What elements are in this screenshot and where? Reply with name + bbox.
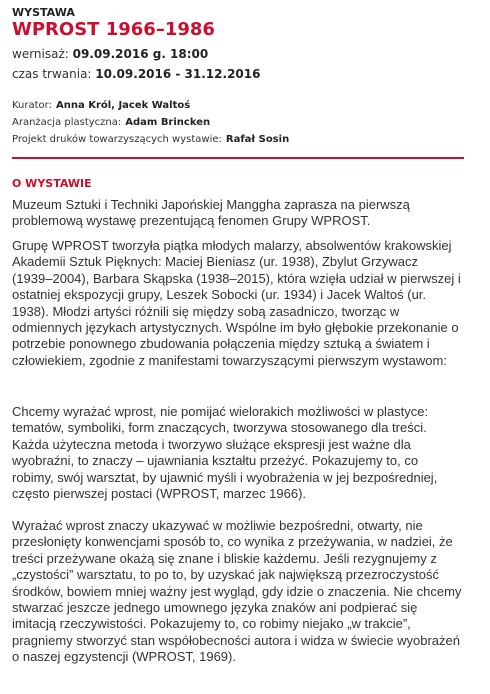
duration-value: 10.09.2016 - 31.12.2016 [95, 67, 261, 81]
credit-value: Rafał Sosin [225, 134, 290, 145]
arrangement-credit [12, 117, 210, 128]
credit-value: Anna Król, Jacek Waltoś [55, 100, 191, 111]
print-design-credit [12, 134, 289, 145]
paragraph-group [12, 238, 462, 369]
opening-label: wernisaż: [12, 47, 69, 61]
opening-value: 09.09.2016 g. 18:00 [72, 47, 209, 61]
paragraph-text: Wyrażać wprost znaczy ukazywać w możliwie bezpośredni, otwarty, nie przesłonięty konwencjami sposób to, co wynika z przeżywania, w nadziei, że treści przeżywane okażą się znane i bliskie każdemu. Jeśli rezygnujemy z „czystości” warsztatu, to po to, by uzyskać jak największą przezroczystość środków, bowiem mniej ważny jest wygląd, gdy idzie o znaczenia. Nie chcemy stwarzać jeszcze jednego umownego języka znaków ani podpierać się imitacją rzeczywistości. Pokazujemy to, co robimy niejako „w trakcie”, pragniemy stworzyć stan współobecności autora i widza w świecie wyobrażeń o naszej egzystencji (WPROST, 1969). [12, 518, 462, 665]
curator-credit [12, 100, 190, 111]
credit-label: Kurator: [12, 100, 52, 111]
credit-value: Adam Brincken [125, 117, 211, 128]
duration-line [12, 67, 260, 81]
credit-label: Projekt druków towarzyszących wystawie: [12, 134, 222, 145]
section-title: O WYSTAWIE [12, 177, 92, 190]
section-divider [12, 157, 464, 159]
paragraph-text: Muzeum Sztuki i Techniki Japońskiej Manggha zaprasza na pierwszą problemową wystawę prezentującą fenomen Grupy WPROST. [12, 197, 410, 229]
paragraph-text: Chcemy wyrażać wprost, nie pomijać wielorakich możliwości w plastyce: tematów, symboliki, form znaczących, tworzywa stosowanego dla treści. Każda użyteczna metoda i tworzywo służące ekspresji jest ważne dla wyobraźni, to znaczy – ujawniania kształtu przeżyć. Pokazujemy to, co robimy, swój warsztat, by ujawnić myśli i wyobrażenia w jej bezpośredniej, często pierwszej postaci (WPROST, marzec 1966). [12, 404, 438, 502]
exhibition-eyebrow: WYSTAWA [12, 6, 75, 19]
paragraph-manifesto-1969 [12, 518, 462, 666]
duration-label: czas trwania: [12, 67, 92, 81]
opening-line [12, 47, 208, 61]
exhibition-title: WPROST 1966–1986 [12, 19, 215, 40]
paragraph-text: Grupę WPROST tworzyła piątka młodych malarzy, absolwentów krakowskiej Akademii Sztuk Pięknych: Maciej Bieniasz (ur. 1938), Zbylut Grzywacz (1939–2004), Barbara Skąpska (1938–2015), która wzięła udział w pierwszej i ostatniej ekspozycji grupy, Leszek Sobocki (ur. 1934) i Jacek Waltoś (ur. 1938). Młodzi artyści różnili się między sobą zasadniczo, tworząc w odmiennych językach artystycznych. Wspólne im było głębokie przekonanie o potrzebie ponownego zbudowania połączenia między sztuką a światem i człowiekiem, zgodnie z manifestami towarzyszącymi pierwszym wystawom: [12, 238, 461, 368]
paragraph-intro [12, 197, 462, 230]
credit-label: Aranżacja plastyczna: [12, 117, 122, 128]
paragraph-manifesto-1966 [12, 404, 462, 502]
